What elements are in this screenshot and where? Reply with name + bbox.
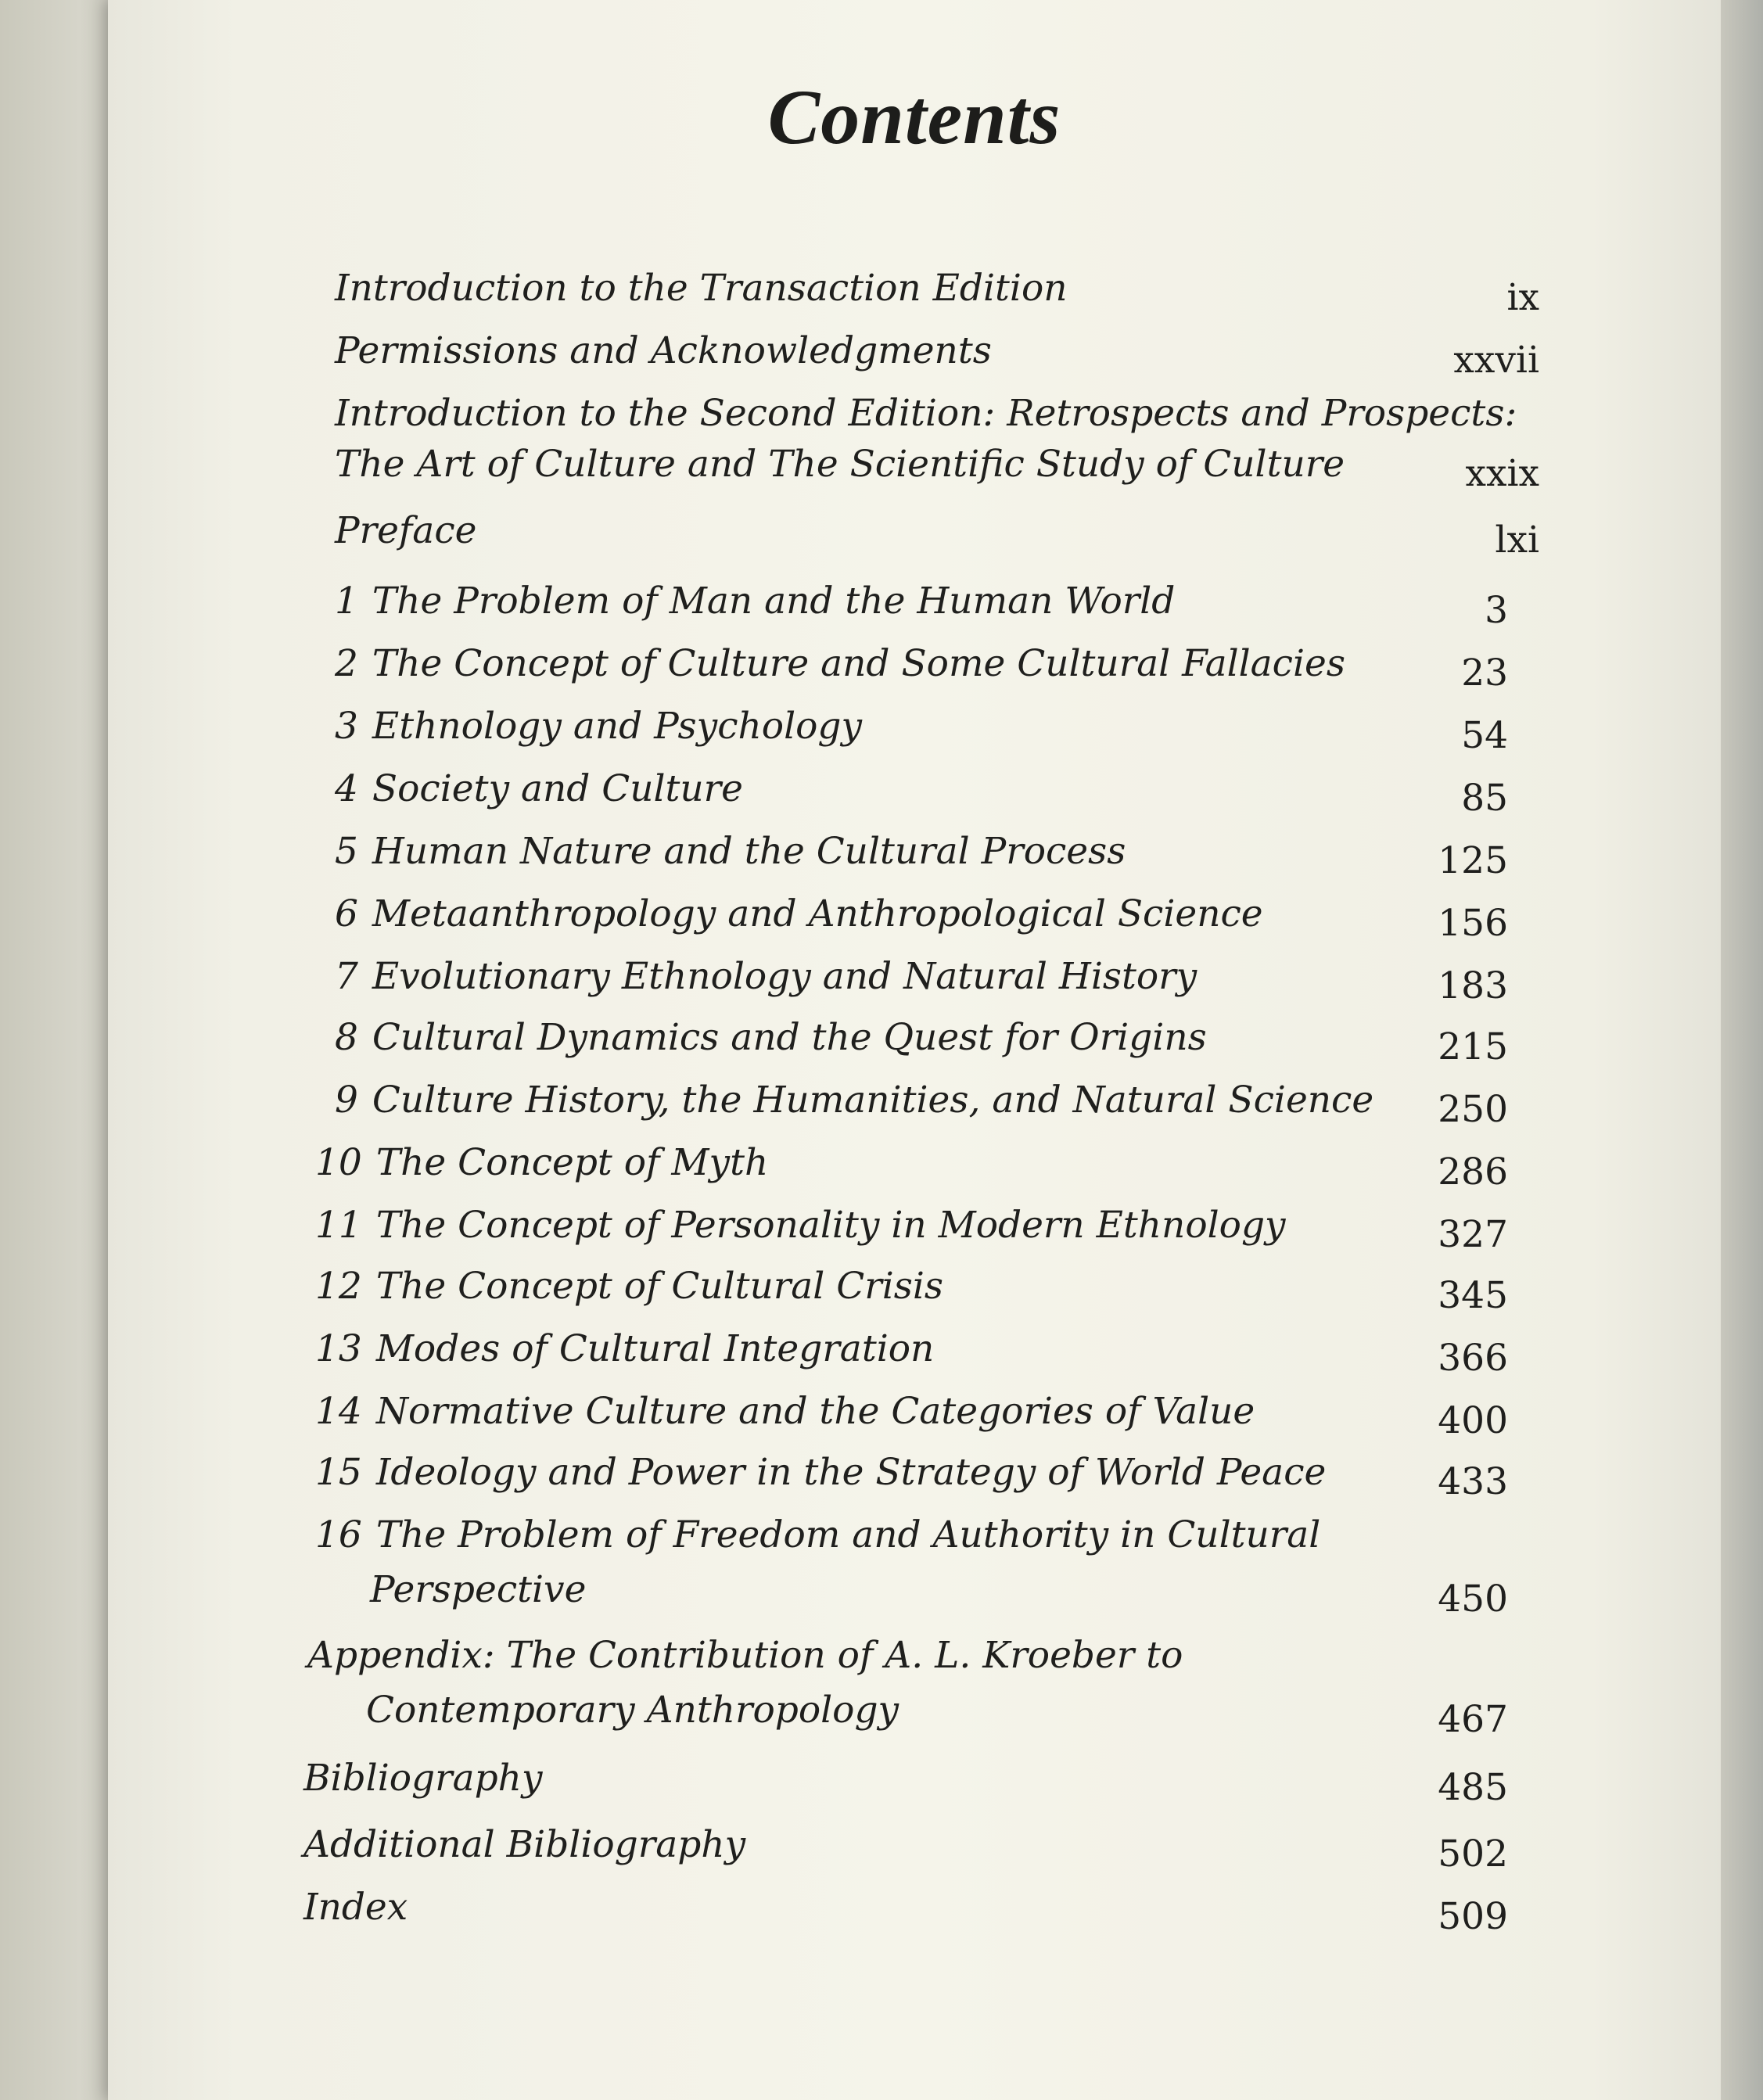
toc-entry-title — [335, 830, 1126, 873]
chapter-number: 9 — [335, 1079, 358, 1122]
toc-page-number: 345 — [1438, 1274, 1508, 1317]
toc-page-number: 85 — [1461, 777, 1508, 820]
chapter-number: 2 — [335, 642, 358, 685]
toc-page-number: 327 — [1438, 1213, 1508, 1256]
toc-title-text: Preface — [335, 509, 477, 552]
toc-title-text: The Concept of Culture and Some Cultural Fallacies — [372, 642, 1345, 685]
toc-title-text: Bibliography — [303, 1757, 543, 1800]
toc-page-number: 509 — [1438, 1895, 1508, 1938]
toc-title-text: Human Nature and the Cultural Process — [372, 830, 1126, 873]
toc-title-text: Ideology and Power in the Strategy of World Peace — [375, 1451, 1327, 1494]
toc-entry-title — [335, 443, 1345, 486]
page-title: Contents — [767, 74, 1061, 160]
toc-page-number: lxi — [1495, 519, 1539, 562]
toc-entry-title — [366, 1689, 899, 1732]
toc-title-text: Additional Bibliography — [303, 1823, 746, 1866]
toc-entry-title — [335, 705, 863, 748]
chapter-number: 7 — [335, 955, 358, 998]
toc-page-number: 250 — [1438, 1088, 1508, 1131]
toc-entry-title — [335, 1016, 1207, 1059]
toc-entry-title — [335, 580, 1176, 623]
toc-title-text: Society and Culture — [372, 767, 743, 810]
chapter-number: 4 — [335, 767, 358, 810]
toc-page-number: 183 — [1438, 964, 1508, 1007]
toc-title-text: Contemporary Anthropology — [366, 1689, 899, 1732]
chapter-number: 11 — [315, 1204, 362, 1247]
toc-title-text: Normative Culture and the Categories of Value — [375, 1390, 1255, 1433]
toc-title-text: Introduction to the Second Edition: Retrospects and Prospects: — [335, 392, 1517, 435]
toc-entry-title — [335, 955, 1197, 998]
toc-entry-title — [315, 1390, 1255, 1433]
toc-title-text: The Concept of Cultural Crisis — [375, 1265, 944, 1308]
toc-entry-title — [315, 1451, 1327, 1494]
toc-entry-title — [303, 1757, 543, 1800]
toc-page-number: 215 — [1438, 1025, 1508, 1068]
toc-entry-title — [315, 1327, 935, 1370]
toc-title-text: Appendix: The Contribution of A. L. Kroeber to — [307, 1634, 1183, 1677]
chapter-number: 8 — [335, 1016, 358, 1059]
toc-entry-title — [307, 1634, 1183, 1677]
toc-entry-title — [315, 1141, 769, 1184]
toc-entry-title — [335, 1079, 1374, 1122]
toc-entry-title — [315, 1204, 1286, 1247]
toc-page-number: 467 — [1438, 1698, 1508, 1741]
chapter-number: 6 — [335, 892, 358, 935]
toc-title-text: Perspective — [370, 1568, 587, 1611]
toc-title-text: Evolutionary Ethnology and Natural History — [372, 955, 1197, 998]
toc-entry-title — [335, 329, 992, 372]
toc-entry-title — [335, 642, 1345, 685]
toc-title-text: Cultural Dynamics and the Quest for Origins — [372, 1016, 1207, 1059]
toc-entry-title — [335, 267, 1068, 310]
chapter-number: 10 — [315, 1141, 362, 1184]
toc-title-text: Permissions and Acknowledgments — [335, 329, 992, 372]
toc-title-text: The Concept of Personality in Modern Ethnology — [375, 1204, 1286, 1247]
chapter-number: 3 — [335, 705, 358, 748]
toc-page-number: 23 — [1461, 652, 1508, 695]
chapter-number: 12 — [315, 1265, 362, 1308]
toc-entry-title — [315, 1513, 1321, 1556]
toc-page-number: xxix — [1465, 452, 1539, 495]
chapter-number: 15 — [315, 1451, 362, 1494]
toc-title-text: The Art of Culture and The Scientific Study of Culture — [335, 443, 1345, 486]
toc-page-number: 485 — [1438, 1766, 1508, 1809]
toc-page-number: 502 — [1438, 1833, 1508, 1876]
toc-page-number: 54 — [1461, 714, 1508, 757]
toc-title-text: Ethnology and Psychology — [372, 705, 863, 748]
toc-title-text: The Concept of Myth — [375, 1141, 769, 1184]
toc-page-number: 433 — [1438, 1460, 1508, 1503]
toc-entry-title — [335, 392, 1517, 435]
toc-entry-title — [335, 767, 743, 810]
chapter-number: 13 — [315, 1327, 362, 1370]
chapter-number: 16 — [315, 1513, 362, 1556]
toc-title-text: Index — [303, 1886, 408, 1929]
toc-page-number: 3 — [1485, 589, 1508, 632]
toc-entry-title — [315, 1265, 944, 1308]
toc-page-number: 156 — [1438, 902, 1508, 945]
toc-page-number: 125 — [1438, 839, 1508, 882]
toc-entry-title — [303, 1886, 408, 1929]
toc-entry-title — [370, 1568, 587, 1611]
chapter-number: 1 — [335, 580, 358, 623]
page-edge-shadow — [1721, 0, 1763, 2100]
toc-page-number: 366 — [1438, 1337, 1508, 1380]
toc-title-text: Modes of Cultural Integration — [375, 1327, 935, 1370]
toc-title-text: Introduction to the Transaction Edition — [335, 267, 1068, 310]
chapter-number: 14 — [315, 1390, 362, 1433]
toc-title-text: Metaanthropology and Anthropological Science — [372, 892, 1263, 935]
chapter-number: 5 — [335, 830, 358, 873]
toc-title-text: The Problem of Man and the Human World — [372, 580, 1176, 623]
toc-page-number: 286 — [1438, 1151, 1508, 1194]
toc-title-text: Culture History, the Humanities, and Natural Science — [372, 1079, 1374, 1122]
toc-page-number: xxvii — [1453, 339, 1539, 382]
toc-entry-title — [335, 892, 1263, 935]
book-page — [108, 0, 1721, 2100]
toc-entry-title — [303, 1823, 746, 1866]
toc-page-number: 450 — [1438, 1578, 1508, 1621]
toc-entry-title — [335, 509, 477, 552]
toc-title-text: The Problem of Freedom and Authority in Cultural — [375, 1513, 1321, 1556]
toc-page-number: ix — [1506, 276, 1539, 319]
toc-page-number: 400 — [1438, 1399, 1508, 1442]
